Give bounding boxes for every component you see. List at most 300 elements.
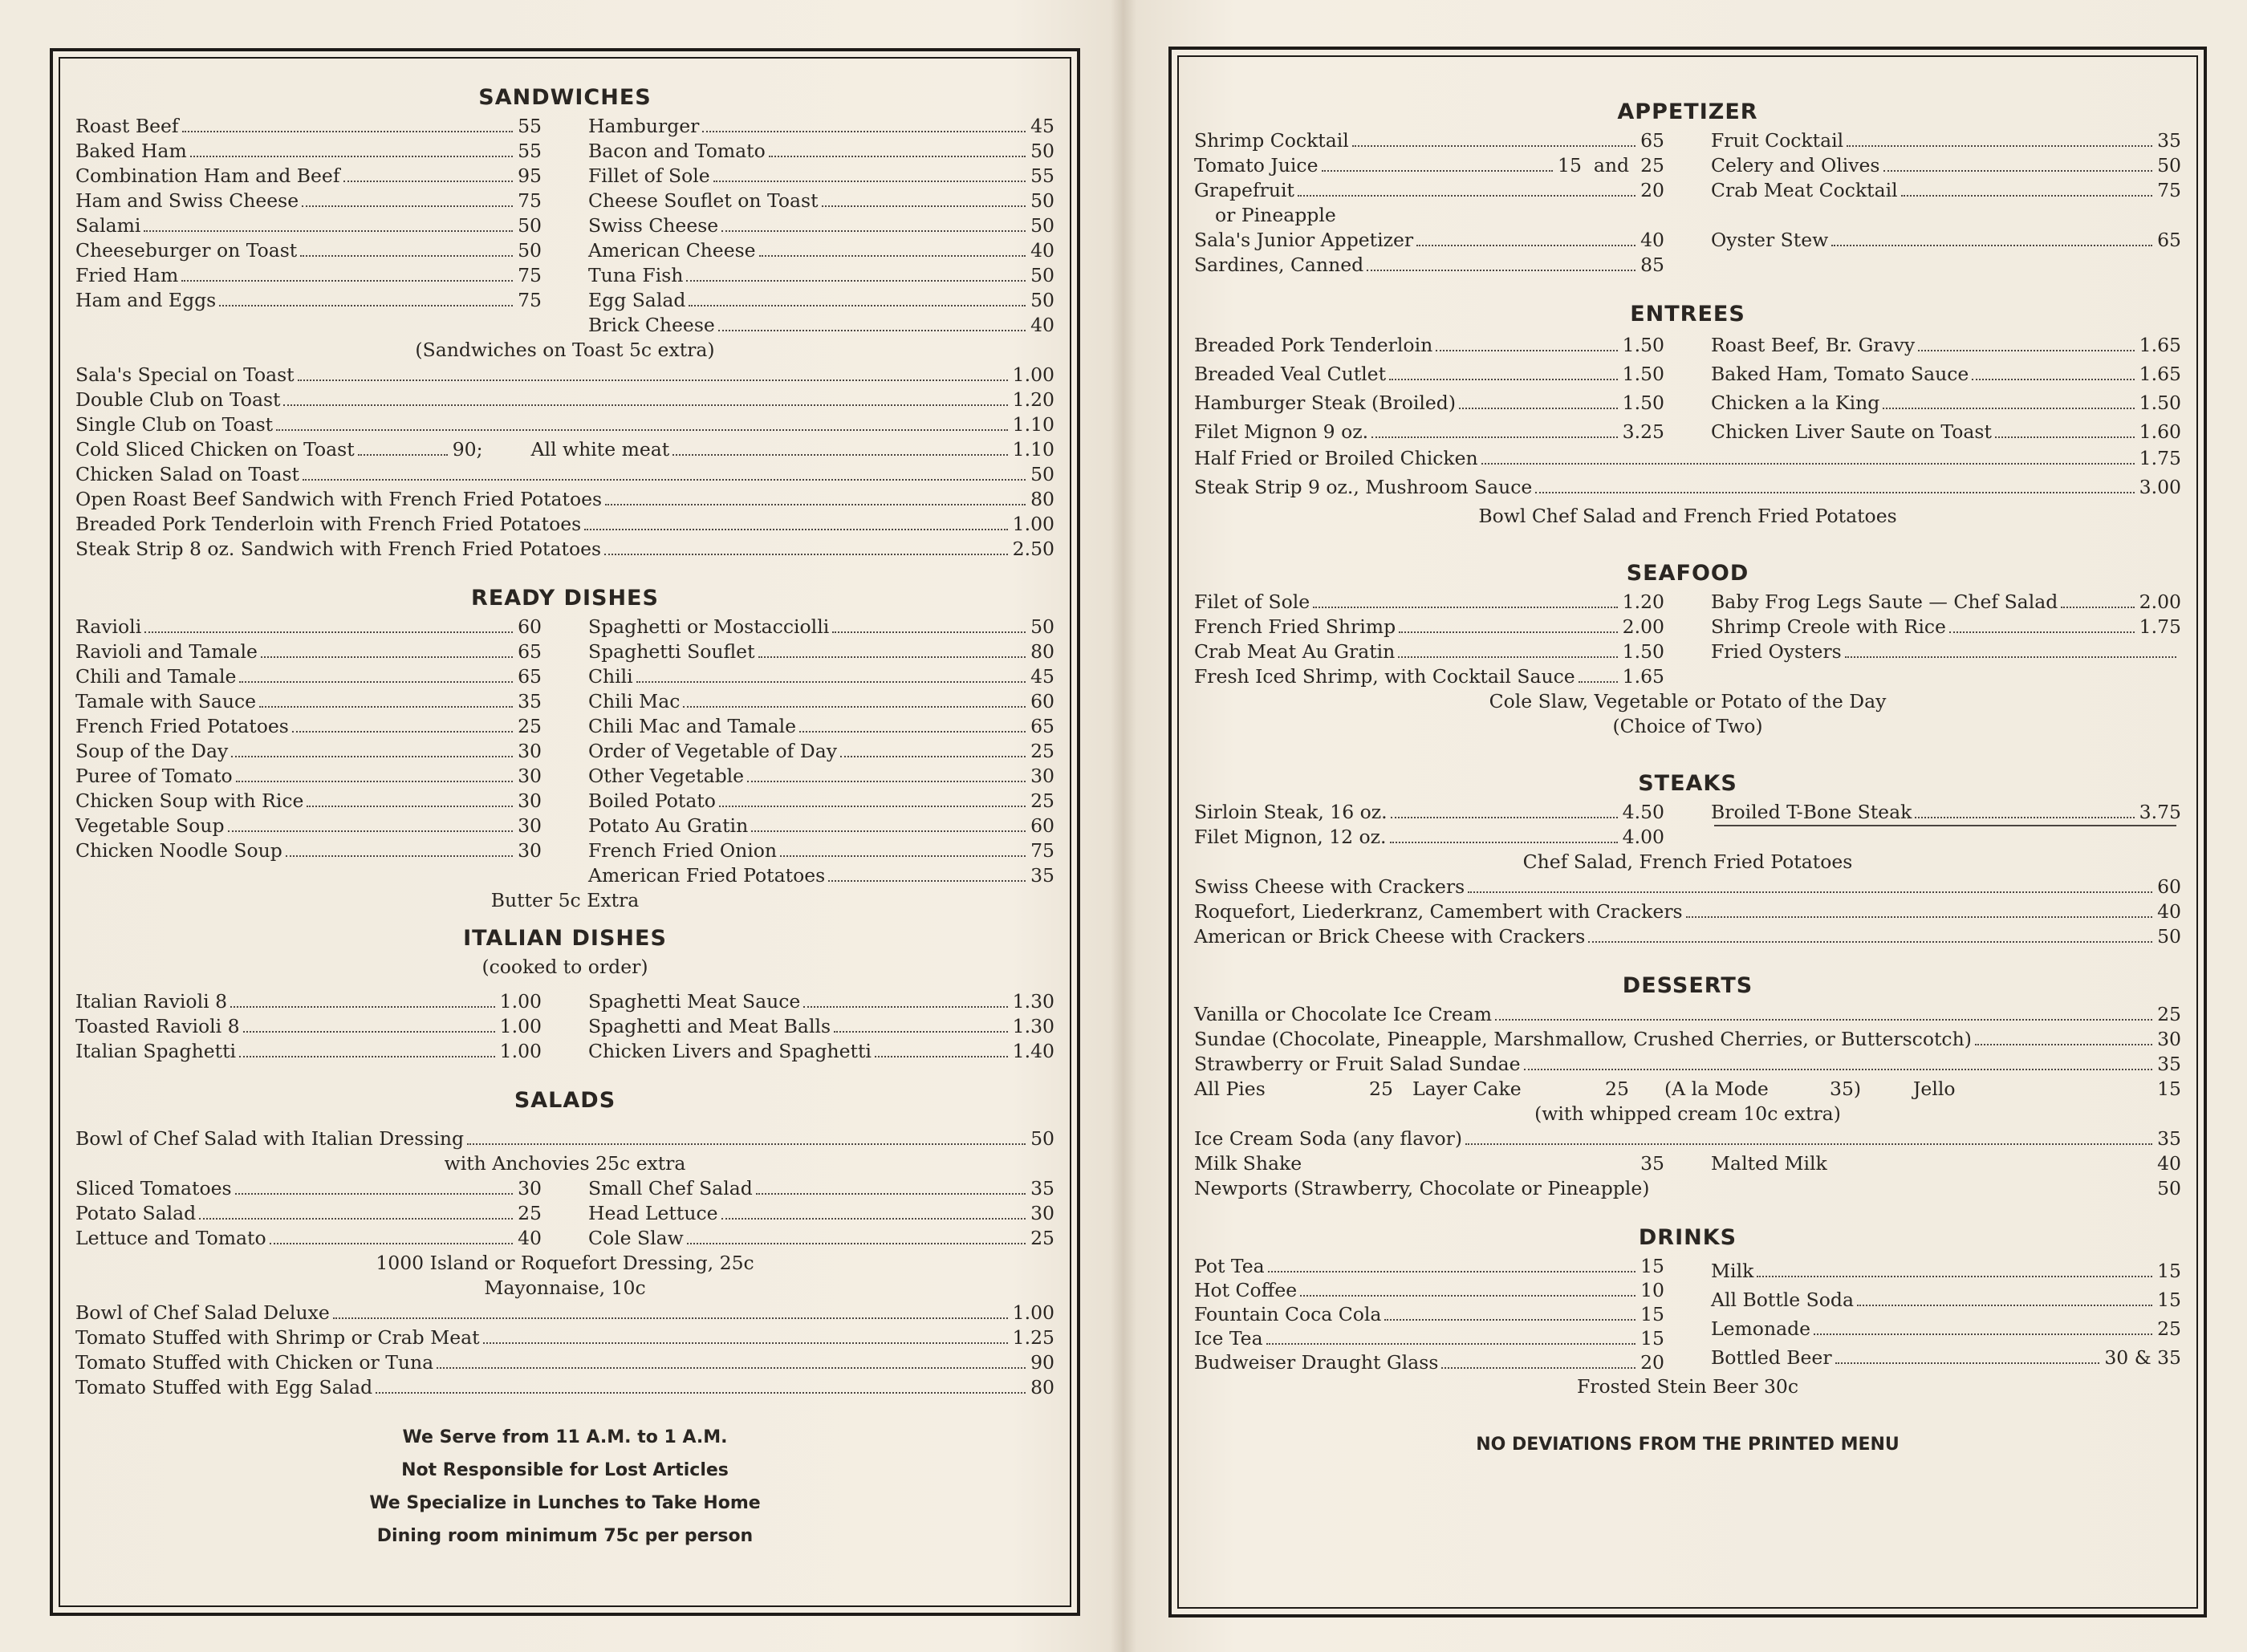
menu-item: [588, 213, 1054, 238]
menu-item: [75, 238, 542, 263]
pies-label: All Pies: [1194, 1078, 1266, 1100]
menu-item: [588, 1176, 1054, 1201]
item-price: 25: [518, 1202, 542, 1224]
menu-item: [588, 164, 1054, 189]
item-name: Hot Coffee: [1194, 1279, 1298, 1301]
item-name: Head Lettuce: [588, 1202, 718, 1224]
menu-item: [1194, 615, 1664, 639]
menu-item: [75, 689, 542, 714]
menu-item: [1194, 639, 1664, 664]
a-la-mode-label: (A la Mode: [1664, 1078, 1769, 1100]
item-price: 50: [518, 239, 542, 262]
dot-leader: [1845, 656, 2176, 658]
dot-leader: [358, 454, 448, 456]
dot-leader: [780, 855, 1026, 857]
item-price: 40: [518, 1227, 542, 1249]
dot-leader: [182, 131, 513, 132]
menu-item: [1711, 388, 2181, 417]
menu-item: [1711, 1151, 2181, 1176]
layer-cake-price: 25: [1605, 1078, 1629, 1100]
item-price: 1.00: [499, 1015, 542, 1037]
dot-leader: [1579, 681, 1618, 683]
item-price: 2.00: [1622, 615, 1664, 638]
menu-item: [75, 1039, 542, 1064]
dot-leader: [1757, 1276, 2152, 1277]
seafood-heading: SEAFOOD: [1626, 561, 1749, 586]
menu-item: [1194, 924, 2181, 949]
menu-item: [1194, 800, 1664, 825]
item-name: French Fried Onion: [588, 839, 778, 862]
sandwich-specials: [75, 363, 1054, 437]
dot-leader: [2061, 607, 2134, 608]
item-price: 2.00: [2139, 591, 2181, 613]
steaks-col2-list: [1711, 800, 2181, 825]
item-name: Roquefort, Liederkranz, Camembert with Crackers: [1194, 900, 1683, 923]
item-name: Order of Vegetable of Day: [588, 740, 837, 762]
dot-leader: [1441, 1367, 1635, 1369]
dot-leader: [1390, 842, 1618, 843]
item-name: Sirloin Steak, 16 oz.: [1194, 801, 1388, 823]
dot-leader: [1883, 408, 2134, 409]
item-price: 15: [1640, 1303, 1664, 1325]
dot-leader: [144, 631, 513, 633]
ready-dishes-heading: READY DISHES: [471, 586, 659, 611]
menu-item: [588, 238, 1054, 263]
item-name: Brick Cheese: [588, 314, 715, 336]
entrees-col1: [1194, 331, 1664, 446]
item-price: 60: [1030, 814, 1054, 837]
item-price: 50: [2157, 1177, 2181, 1199]
right-menu-panel: [1168, 47, 2207, 1617]
item-price: 80: [1030, 488, 1054, 510]
item-name: Pot Tea: [1194, 1255, 1265, 1277]
drinks-grid: [1194, 1254, 2181, 1374]
dot-leader: [219, 305, 513, 306]
item-name: Breaded Pork Tenderloin: [1194, 334, 1433, 356]
dot-leader: [747, 781, 1026, 782]
dot-leader: [1975, 1044, 2152, 1045]
dot-leader: [822, 205, 1026, 207]
dot-leader: [584, 529, 1007, 530]
menu-item: [75, 838, 542, 863]
menu-item: [1711, 615, 2181, 639]
item-name: Ham and Eggs: [75, 289, 217, 311]
item-name: Hamburger Steak (Broiled): [1194, 392, 1456, 414]
dot-leader: [636, 681, 1026, 683]
item-name: Roast Beef, Br. Gravy: [1711, 334, 1916, 356]
item-price: 1.20: [1012, 388, 1054, 411]
item-price: 65: [1640, 129, 1664, 152]
menu-item: [1194, 1126, 2181, 1151]
sandwiches-heading: SANDWICHES: [478, 85, 652, 110]
dot-leader: [1459, 408, 1618, 409]
menu-item: [1711, 128, 2181, 153]
dot-leader: [1857, 1305, 2152, 1306]
cheese-list: [1194, 875, 2181, 949]
item-price: 1.10: [1012, 438, 1054, 461]
pies-row: [1194, 1077, 2181, 1102]
item-name: Cheese Souflet on Toast: [588, 189, 819, 212]
dot-leader: [228, 830, 514, 832]
menu-item: [75, 363, 1054, 388]
menu-item: [1711, 1346, 2181, 1374]
shake-row: [1194, 1151, 2181, 1176]
menu-item: [588, 1039, 1054, 1064]
item-name: Double Club on Toast: [75, 388, 281, 411]
item-price: 50: [1030, 1127, 1054, 1150]
item-price: 30: [1030, 765, 1054, 787]
item-price: 75: [1030, 839, 1054, 862]
menu-item: [588, 1201, 1054, 1226]
item-name: Malted Milk: [1711, 1152, 1827, 1175]
item-name: Shrimp Cocktail: [1194, 129, 1349, 152]
dot-leader: [276, 429, 1008, 431]
menu-item: [75, 1201, 542, 1226]
menu-item: [75, 814, 542, 838]
footer-hours: We Serve from 11 A.M. to 1 A.M.: [402, 1427, 728, 1447]
dot-leader: [1367, 270, 1635, 271]
dot-leader: [1300, 1295, 1635, 1297]
item-price: 30: [518, 765, 542, 787]
menu-item: [75, 487, 1054, 512]
jello-price: 15: [2157, 1078, 2181, 1100]
dot-leader: [1481, 463, 2135, 465]
dot-leader: [834, 1031, 1008, 1033]
item-price: 30: [1030, 1202, 1054, 1224]
dot-leader: [437, 1367, 1026, 1369]
item-price: 1.50: [1622, 334, 1664, 356]
menu-item: [1194, 417, 1664, 446]
ready-dishes-col1: [75, 615, 542, 888]
item-price: 85: [1640, 254, 1664, 276]
item-price: 40: [1640, 229, 1664, 251]
item-price: 95: [518, 164, 542, 187]
menu-item: [588, 989, 1054, 1014]
menu-item: [1194, 1002, 2181, 1027]
item-price: 1.60: [2139, 420, 2181, 443]
item-price: 65: [518, 640, 542, 663]
menu-item: [1194, 1151, 1664, 1176]
item-name: Fountain Coca Cola: [1194, 1303, 1382, 1325]
dot-leader: [840, 756, 1026, 757]
steaks-grid: [1194, 800, 2181, 850]
menu-item: [588, 863, 1054, 888]
item-price: 55: [518, 115, 542, 137]
a-la-mode-price: 35): [1830, 1078, 1862, 1100]
menu-item: [588, 838, 1054, 863]
item-name: Fillet of Sole: [588, 164, 710, 187]
item-price-part: 15 and: [1558, 154, 1630, 177]
item-price: 25: [518, 715, 542, 737]
entrees-note: Bowl Chef Salad and French Fried Potatoes: [1478, 505, 1897, 527]
menu-item: [75, 764, 542, 789]
menu-item: [75, 739, 542, 764]
dressing-note-2: Mayonnaise, 10c: [484, 1277, 646, 1299]
menu-item: [1194, 664, 1664, 689]
sandwiches-col1: [75, 114, 542, 338]
dot-leader: [1352, 145, 1635, 147]
item-name: Tomato Stuffed with Egg Salad: [75, 1376, 373, 1398]
menu-item: [75, 1375, 1054, 1400]
item-price: 35: [1640, 1152, 1664, 1175]
menu-item: [588, 139, 1054, 164]
item-price: 25: [2157, 1317, 2181, 1340]
dot-leader: [1313, 607, 1618, 608]
dot-leader: [1322, 170, 1554, 172]
item-name: Cole Slaw: [588, 1227, 684, 1249]
item-name: Other Vegetable: [588, 765, 745, 787]
dot-leader: [239, 1056, 495, 1057]
item-name: Boiled Potato: [588, 789, 716, 812]
item-price: 75: [2157, 179, 2181, 201]
pies-price: 25: [1369, 1078, 1393, 1100]
item-name: Chicken a la King: [1711, 392, 1880, 414]
item-name: All Bottle Soda: [1711, 1289, 1854, 1311]
menu-item: [75, 1325, 1054, 1350]
jello-label: Jello: [1913, 1078, 1956, 1100]
item-name: Tamale with Sauce: [75, 690, 257, 712]
ready-dishes-col2: [588, 615, 1054, 888]
dot-leader: [1918, 350, 2135, 351]
item-name: Chili Mac and Tamale: [588, 715, 797, 737]
menu-item: [1194, 590, 1664, 615]
appetizer-heading: APPETIZER: [1617, 99, 1758, 124]
menu-item: [1711, 359, 2181, 388]
item-name: Hamburger: [588, 115, 700, 137]
item-price: 2.50: [1012, 538, 1054, 560]
menu-item: [588, 1014, 1054, 1039]
menu-item: [75, 1014, 542, 1039]
item-price: 55: [1030, 164, 1054, 187]
dot-leader: [828, 880, 1026, 882]
dot-leader: [231, 756, 513, 757]
dot-leader: [236, 781, 513, 782]
dot-leader: [307, 806, 513, 807]
item-name: French Fried Shrimp: [1194, 615, 1396, 638]
menu-item: [588, 615, 1054, 639]
dot-leader: [713, 181, 1026, 182]
item-price: 45: [1030, 115, 1054, 137]
dot-leader: [758, 656, 1026, 658]
item-price: 1.65: [2139, 334, 2181, 356]
salads-col2: [588, 1176, 1054, 1251]
menu-item: [1711, 1259, 2181, 1288]
dot-leader: [1384, 1319, 1635, 1321]
desserts-list: [1194, 1002, 2181, 1077]
item-name: Swiss Cheese with Crackers: [1194, 875, 1465, 898]
item-price: 15: [2157, 1260, 2181, 1282]
menu-item: [75, 664, 542, 689]
item-name: Ice Tea: [1194, 1327, 1263, 1350]
dot-leader: [1972, 379, 2134, 380]
dot-leader: [343, 181, 514, 182]
dot-leader: [719, 806, 1026, 807]
item-price: 1.40: [1012, 1040, 1054, 1062]
dot-leader: [1389, 379, 1618, 380]
seafood-grid: [1194, 590, 2181, 689]
item-name: Sardines, Canned: [1194, 254, 1364, 276]
dot-leader: [190, 156, 513, 157]
menu-item: [588, 714, 1054, 739]
item-name: Milk Shake: [1194, 1152, 1302, 1175]
item-name: Filet of Sole: [1194, 591, 1310, 613]
menu-item: [588, 814, 1054, 838]
item-price: 50: [1030, 214, 1054, 237]
dot-leader: [1416, 245, 1635, 246]
item-name: Baked Ham, Tomato Sauce: [1711, 363, 1969, 385]
menu-item: [1194, 253, 1664, 278]
item-name: Swiss Cheese: [588, 214, 719, 237]
item-price: 75: [518, 189, 542, 212]
dot-leader: [702, 131, 1026, 132]
item-price: 30: [518, 789, 542, 812]
dot-leader: [1266, 1343, 1636, 1345]
menu-item: [1711, 1288, 2181, 1317]
left-menu-panel: [50, 48, 1080, 1616]
menu-item: [1194, 1278, 1664, 1302]
dot-leader: [1915, 817, 2134, 818]
dot-leader: [1835, 1362, 2100, 1364]
steaks-note: Chef Salad, French Fried Potatoes: [1522, 850, 1853, 873]
item-price: 50: [1030, 463, 1054, 485]
item-price: 35: [1030, 864, 1054, 887]
dot-leader: [1949, 631, 2135, 633]
item-name: Sala's Special on Toast: [75, 363, 295, 386]
item-price: 40: [2157, 900, 2181, 923]
menu-item: [588, 1226, 1054, 1251]
item-price: 90: [1030, 1351, 1054, 1374]
item-price: 20: [1640, 1351, 1664, 1374]
item-name: Open Roast Beef Sandwich with French Fried Potatoes: [75, 488, 603, 510]
dot-leader: [803, 1006, 1007, 1008]
item-price: 30: [518, 839, 542, 862]
item-price: 30: [518, 740, 542, 762]
sandwich-specials-2: [75, 462, 1054, 562]
menu-item: [1194, 1254, 1664, 1278]
item-name: Lettuce and Tomato: [75, 1227, 266, 1249]
item-price: 50: [1030, 264, 1054, 286]
menu-item: [1194, 1176, 2181, 1201]
item-price: 1.00: [1012, 1301, 1054, 1324]
item-name: French Fried Potatoes: [75, 715, 289, 737]
item-name: Ravioli: [75, 615, 142, 638]
item-price: 40: [1030, 239, 1054, 262]
item-name: Bacon and Tomato: [588, 140, 766, 162]
item-name: Chicken Salad on Toast: [75, 463, 299, 485]
menu-item: [75, 263, 542, 288]
seafood-note-2: (Choice of Two): [1612, 715, 1763, 737]
item-price: 1.65: [2139, 363, 2181, 385]
item-price: 50: [2157, 154, 2181, 177]
dot-leader: [686, 280, 1026, 282]
item-name: Breaded Pork Tenderloin with French Fried Potatoes: [75, 513, 582, 535]
item-price: 60: [1030, 690, 1054, 712]
dot-leader: [1995, 436, 2135, 438]
sandwiches-col2: [588, 114, 1054, 338]
dot-leader: [1901, 195, 2152, 197]
menu-item: [75, 1301, 1054, 1325]
dot-leader: [1524, 1069, 2153, 1070]
dot-leader: [1391, 817, 1618, 818]
dot-leader: [1588, 941, 2152, 943]
item-price: 1.75: [2139, 615, 2181, 638]
item-price: 30: [2157, 1028, 2181, 1050]
item-price: 1.50: [1622, 392, 1664, 414]
item-price: 30: [518, 814, 542, 837]
drinks-col1: [1194, 1254, 1664, 1374]
item-name: Breaded Veal Cutlet: [1194, 363, 1387, 385]
menu-item: [75, 139, 542, 164]
menu-item: [1194, 1326, 1664, 1350]
item-name: Ham and Swiss Cheese: [75, 189, 299, 212]
dot-leader: [799, 731, 1026, 733]
dot-leader: [243, 1031, 495, 1033]
item-price: 25: [1030, 740, 1054, 762]
dot-leader: [1298, 195, 1635, 197]
menu-item: [588, 764, 1054, 789]
item-name: Ravioli and Tamale: [75, 640, 258, 663]
menu-item: [1194, 153, 1664, 178]
salads-heading: SALADS: [514, 1088, 616, 1113]
menu-item: [1711, 331, 2181, 359]
menu-item: [75, 412, 1054, 437]
seafood-col1: [1194, 590, 1664, 689]
item-name: Grapefruit: [1194, 179, 1294, 201]
dot-leader: [376, 1392, 1026, 1394]
appetizer-col1: [1194, 128, 1664, 278]
menu-item: [75, 388, 1054, 412]
menu-item: [75, 615, 542, 639]
item-name: Strawberry or Fruit Salad Sundae: [1194, 1053, 1521, 1075]
item-price: 80: [1030, 1376, 1054, 1398]
item-price: 65: [2157, 229, 2181, 251]
item-name: Chili and Tamale: [75, 665, 237, 688]
menu-item-cold-chicken: [75, 437, 1054, 462]
dot-leader: [1268, 1271, 1635, 1272]
item-alt-name: All white meat: [530, 438, 670, 461]
dot-leader: [298, 380, 1008, 381]
item-price: 20: [1640, 179, 1664, 201]
dot-leader: [467, 1143, 1026, 1145]
menu-item: [588, 639, 1054, 664]
menu-item: [75, 537, 1054, 562]
item-name: Sala's Junior Appetizer: [1194, 229, 1414, 251]
item-price: 25: [1030, 1227, 1054, 1249]
item-price: 40: [2157, 1152, 2181, 1175]
item-price: 10: [1640, 1279, 1664, 1301]
dot-leader: [1398, 656, 1617, 658]
item-price: 65: [518, 665, 542, 688]
menu-item: [1194, 1027, 2181, 1052]
dressing-note-1: 1000 Island or Roquefort Dressing, 25c: [376, 1252, 754, 1274]
dot-leader: [1535, 492, 2134, 493]
menu-item: [75, 1176, 542, 1201]
dot-leader: [235, 1193, 514, 1195]
item-name: Steak Strip 9 oz., Mushroom Sauce: [1194, 476, 1533, 498]
salads-col1: [75, 1176, 542, 1251]
item-price: 55: [518, 140, 542, 162]
item-price: 1.00: [1012, 513, 1054, 535]
blank-entry-line: [1711, 825, 2181, 850]
item-price: 45: [1030, 665, 1054, 688]
item-price: 60: [518, 615, 542, 638]
item-price: 50: [1030, 615, 1054, 638]
dot-leader: [1436, 350, 1617, 351]
item-price: 15: [1640, 1255, 1664, 1277]
item-name: Spaghetti and Meat Balls: [588, 1015, 831, 1037]
spacer-row: [1711, 203, 2181, 228]
dot-leader: [759, 255, 1026, 257]
